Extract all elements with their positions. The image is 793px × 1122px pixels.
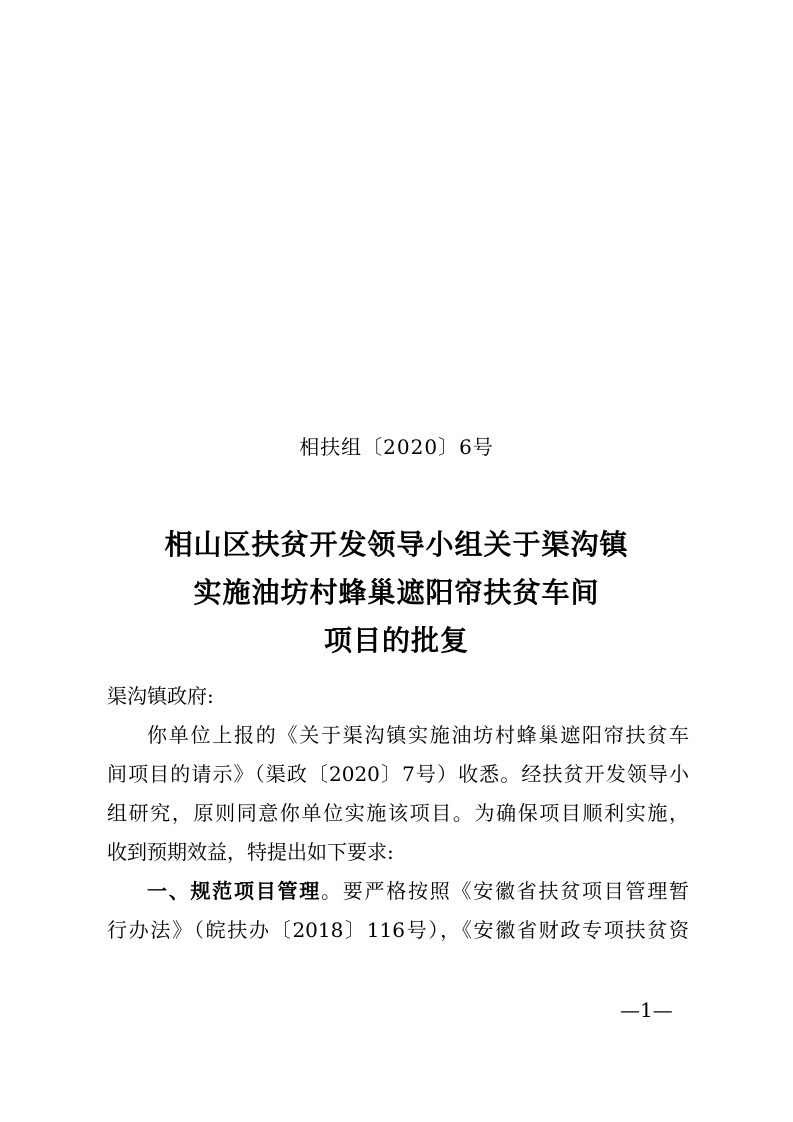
paragraph-1-line-2: 间项目的请示》（渠政〔2020〕7号）收悉。经扶贫开发领导小 — [107, 762, 689, 786]
section-1-line-1 — [107, 872, 689, 911]
document-number: 相扶组〔2020〕6号 — [299, 435, 494, 459]
document-body — [107, 677, 689, 950]
section-1-line-2: 行办法》（皖扶办〔2018〕116号），《安徽省财政专项扶贫资 — [107, 918, 689, 942]
paragraph-1-line-4: 收到预期效益，特提出如下要求: — [107, 840, 394, 864]
title-line-2: 实施油坊村蜂巢遮阳帘扶贫车间 — [193, 576, 600, 609]
document-title — [0, 521, 793, 665]
title-line-1: 相山区扶贫开发领导小组关于渠沟镇 — [164, 528, 629, 561]
paragraph-1-line-1: 你单位上报的《关于渠沟镇实施油坊村蜂巢遮阳帘扶贫车 — [147, 723, 689, 747]
section-1-text: 。要严格按照《安徽省扶贫项目管理暂 — [321, 879, 689, 903]
recipient: 渠沟镇政府: — [107, 684, 214, 708]
page-number: —1— — [620, 998, 673, 1022]
section-1-heading: 一、规范项目管理 — [147, 879, 321, 903]
paragraph-1-line-3: 组研究，原则同意你单位实施该项目。为确保项目顺利实施， — [107, 801, 689, 825]
title-line-3: 项目的批复 — [323, 624, 469, 657]
